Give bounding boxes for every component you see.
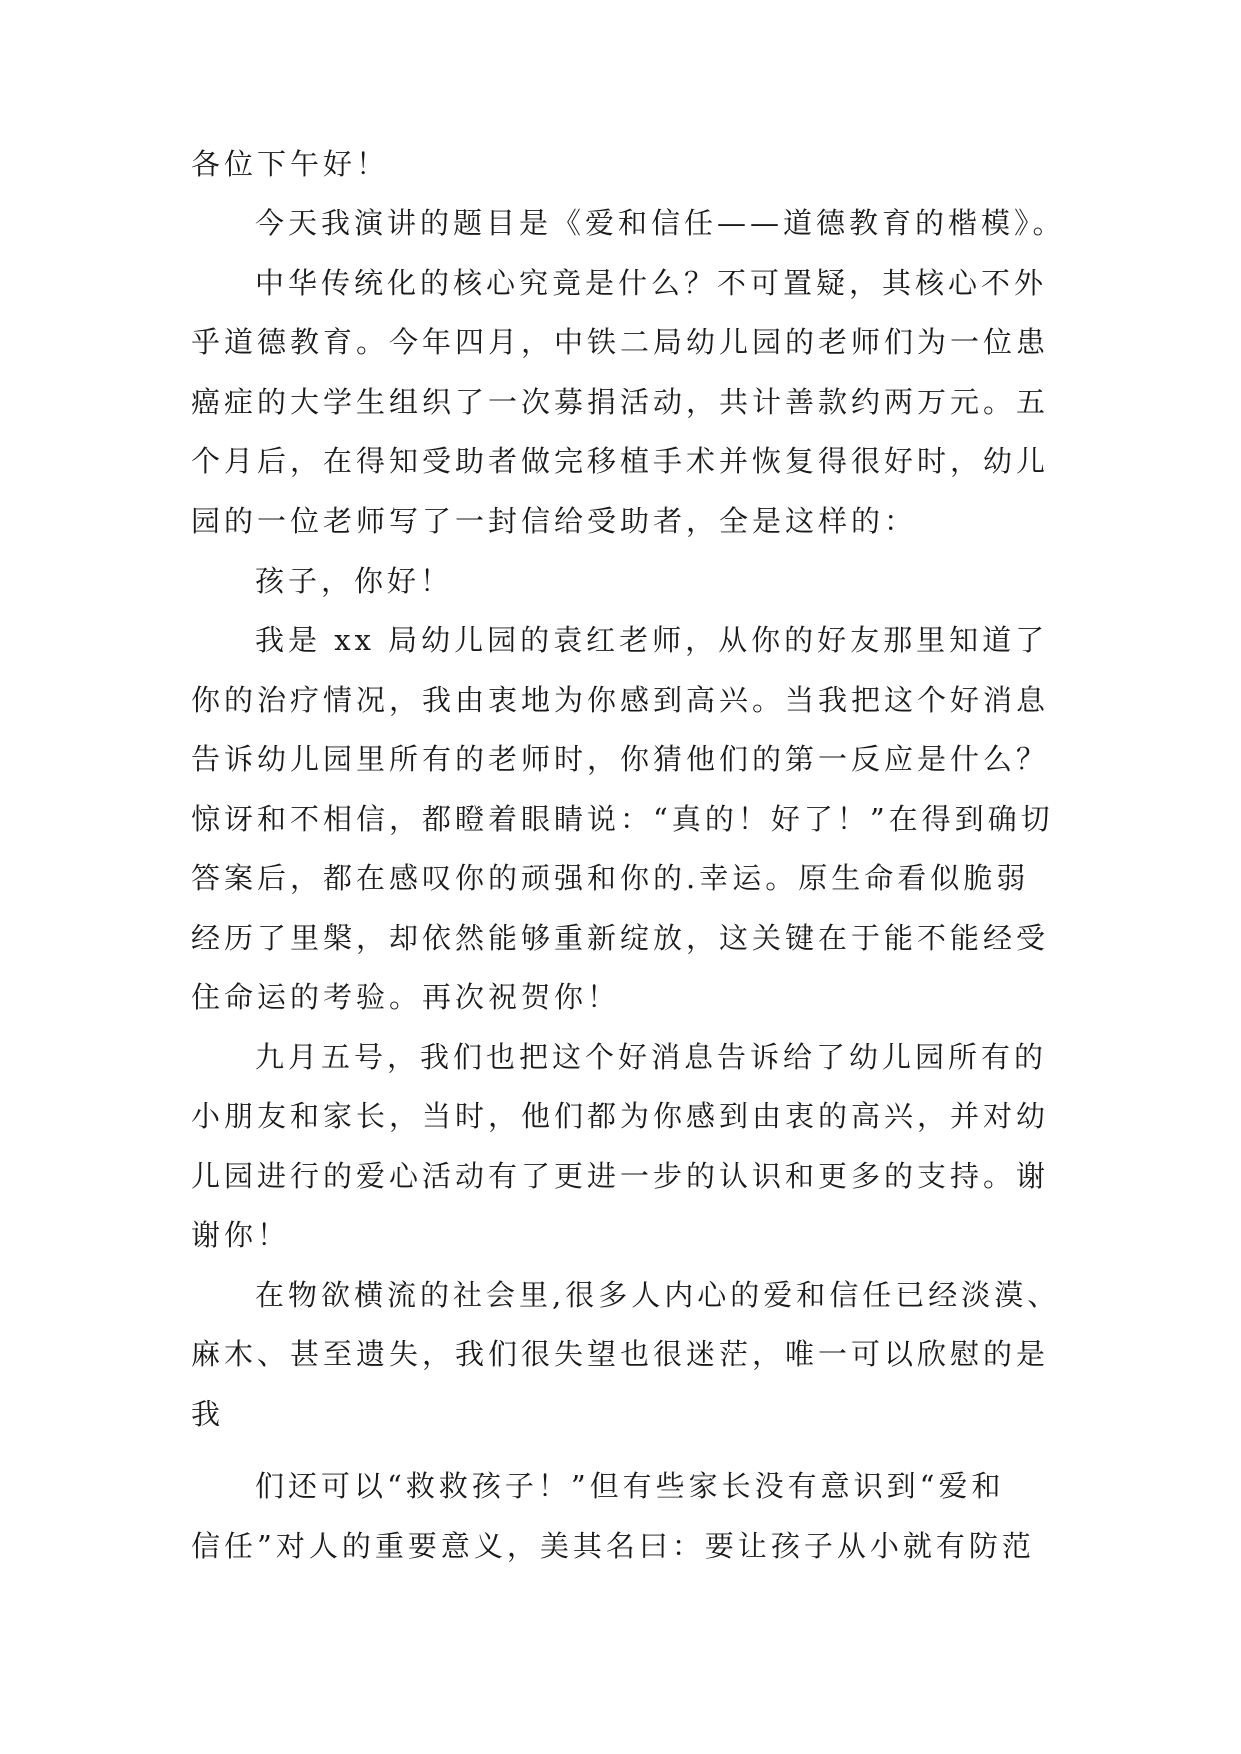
paragraph-line: 乎道德教育。今年四月，中铁二局幼儿园的老师们为一位患 xyxy=(191,325,1050,359)
letter-line: 小朋友和家长，当时，他们都为你感到由衷的高兴，并对幼 xyxy=(191,1099,1050,1133)
letter-line: 我是 xx 局幼儿园的袁红老师，从你的好友那里知道了 xyxy=(255,623,1049,657)
paragraph-line: 在物欲横流的社会里,很多人内心的爱和信任已经淡漠、 xyxy=(255,1278,1061,1312)
paragraph-line: 我 xyxy=(191,1397,225,1431)
paragraph-line: 个月后，在得知受助者做完移植手术并恢复得很好时，幼儿 xyxy=(191,444,1050,478)
letter-line: 告诉幼儿园里所有的老师时，你猜他们的第一反应是什么？ xyxy=(191,742,1050,776)
letter-line: 九月五号，我们也把这个好消息告诉给了幼儿园所有的 xyxy=(255,1040,1048,1074)
letter-line: 谢你！ xyxy=(191,1218,291,1252)
greeting-line: 各位下午好！ xyxy=(191,147,390,181)
paragraph-line: 中华传统化的核心究竟是什么？不可置疑，其核心不外 xyxy=(255,266,1048,300)
speech-title-line: 今天我演讲的题目是《爱和信任——道德教育的楷模》。 xyxy=(255,206,1066,240)
letter-line: 你的治疗情况，我由衷地为你感到高兴。当我把这个好消息 xyxy=(191,683,1050,717)
paragraph-line: 麻木、甚至遗失，我们很失望也很迷茫，唯一可以欣慰的是 xyxy=(191,1337,1050,1371)
paragraph-line: 园的一位老师写了一封信给受助者，全是这样的： xyxy=(191,504,918,538)
paragraph-line: 信任”对人的重要意义，美其名曰：要让孩子从小就有防范 xyxy=(191,1529,1035,1563)
letter-line: 经历了里槃，却依然能够重新绽放，这关键在于能不能经受 xyxy=(191,921,1050,955)
letter-salutation-line: 孩子，你好！ xyxy=(255,564,454,598)
paragraph-line: 们还可以“救救孩子！”但有些家长没有意识到“爱和 xyxy=(255,1469,1005,1503)
letter-line: 答案后，都在感叹你的顽强和你的.幸运。原生命看似脆弱 xyxy=(191,861,1030,895)
letter-line: 住命运的考验。再次祝贺你！ xyxy=(191,980,621,1014)
letter-line: 惊讶和不相信，都瞪着眼睛说：“真的！好了！”在得到确切 xyxy=(191,802,1054,836)
paragraph-line: 癌症的大学生组织了一次募捐活动，共计善款约两万元。五 xyxy=(191,385,1050,419)
letter-line: 儿园进行的爱心活动有了更进一步的认识和更多的支持。谢 xyxy=(191,1159,1050,1193)
